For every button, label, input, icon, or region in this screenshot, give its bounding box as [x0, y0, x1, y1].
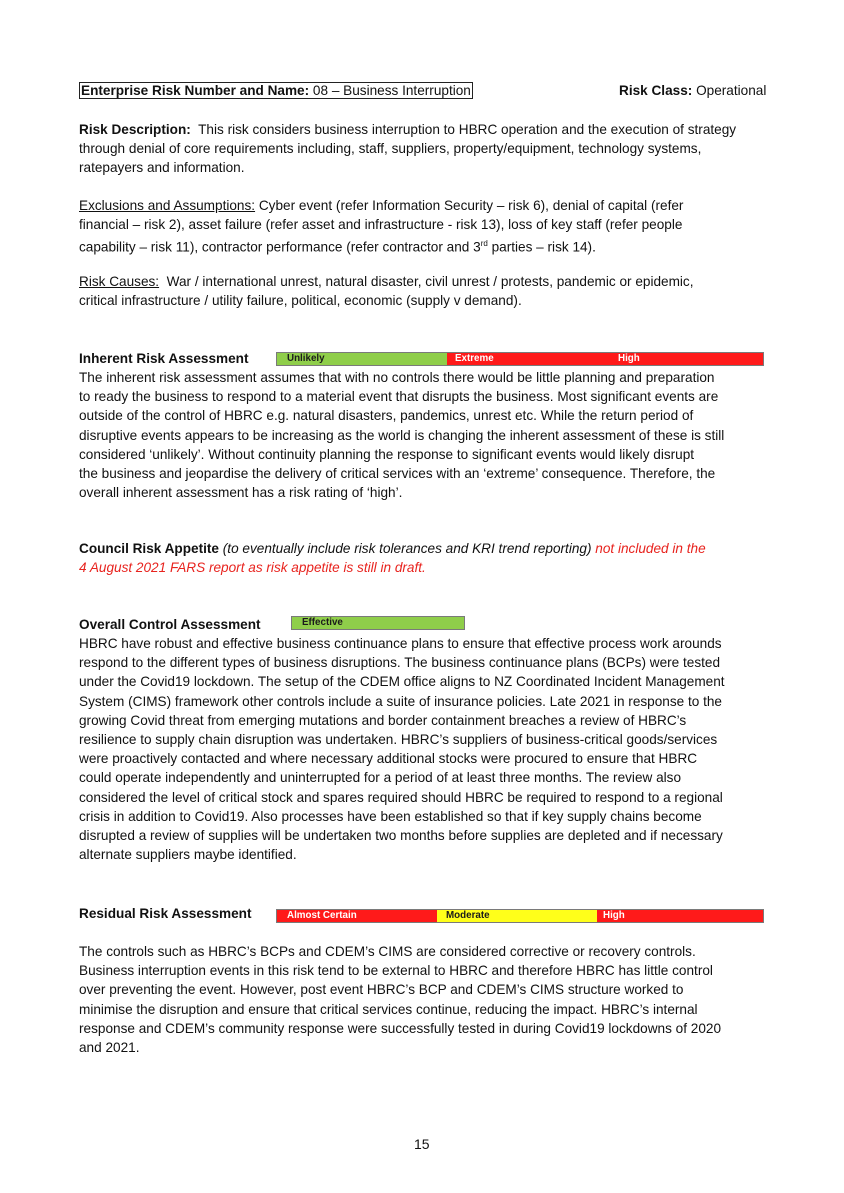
- inherent-line: disruptive events appears to be increasing as the world is changing the inherent assessment of these is still: [79, 427, 725, 443]
- appetite-red-note: not included in the: [595, 541, 706, 556]
- control-line: HBRC have robust and effective business continuance plans to ensure that effective process work arounds: [79, 636, 722, 651]
- residual-body: [79, 942, 799, 1057]
- residual-likelihood: Almost Certain: [277, 910, 437, 922]
- control-line: resilience to supply chain disruption was undertaken. HBRC’s suppliers of business-critical goods/services: [79, 732, 718, 748]
- risk-class: [619, 81, 766, 100]
- risk-causes: [79, 272, 779, 310]
- control-line: alternate suppliers maybe identified.: [79, 847, 297, 863]
- risk-class-label: Risk Class:: [619, 83, 693, 98]
- causes-line: critical infrastructure / utility failure, political, economic (supply v demand).: [79, 293, 522, 309]
- control-line: growing Covid threat from emerging mutations and border containment breaches a review of HBRC’s: [79, 712, 687, 728]
- risk-number-box: [79, 81, 473, 100]
- residual-line: Business interruption events in this risk tend to be external to HBRC and therefore HBRC has little control: [79, 963, 713, 979]
- control-line: disrupted a review of supplies will be undertaken two months before supplies are depleted and if necessary: [79, 828, 723, 844]
- inherent-consequence: Extreme: [447, 353, 611, 365]
- residual-consequence: Moderate: [437, 910, 597, 922]
- inherent-line: to ready the business to respond to a material event that disrupts the business. Most significant events are: [79, 389, 719, 405]
- exclusions-line: capability – risk 11), contractor performance (refer contractor and 3: [79, 239, 481, 255]
- inherent-likelihood: Unlikely: [277, 353, 447, 365]
- inherent-line: outside of the control of HBRC e.g. natural disasters, pandemics, unrest etc. While the return period of: [79, 408, 694, 424]
- residual-line: over preventing the event. However, post event HBRC’s BCP and CDEM’s CIMS structure worked to: [79, 982, 684, 998]
- risk-number-label: Enterprise Risk Number and Name:: [81, 83, 310, 98]
- inherent-line: the business and jeopardise the delivery of critical services with an ‘extreme’ consequence. Therefore, the: [79, 466, 716, 482]
- residual-line: and 2021.: [79, 1040, 140, 1056]
- residual-line: The controls such as HBRC’s BCPs and CDEM’s CIMS are considered corrective or recovery controls.: [79, 944, 696, 959]
- inherent-overall: High: [611, 353, 763, 365]
- inherent-line: overall inherent assessment has a risk rating of ‘high’.: [79, 485, 403, 501]
- exclusions-line: financial – risk 2), asset failure (refer asset and infrastructure - risk 13), loss of key staff (refer people: [79, 217, 683, 233]
- inherent-line: The inherent risk assessment assumes that with no controls there would be little planning and preparation: [79, 370, 715, 385]
- residual-line: minimise the disruption and ensure that critical services continue, reducing the impact. HBRC’s internal: [79, 1001, 698, 1017]
- exclusions-label: Exclusions and Assumptions:: [79, 198, 256, 213]
- description-line: through denial of core requirements including, staff, suppliers, property/equipment, technology systems,: [79, 141, 702, 157]
- risk-number-value: 08 – Business Interruption: [312, 83, 471, 98]
- exclusions-line: parties – risk 14).: [491, 239, 596, 255]
- control-line: considered the level of critical stock and spares required should HBRC be required to respond to a regional: [79, 789, 723, 805]
- appetite-heading: Council Risk Appetite: [79, 541, 219, 556]
- causes-line: War / international unrest, natural disaster, civil unrest / protests, pandemic or epidemic,: [166, 274, 694, 289]
- appetite-red-note: 4 August 2021 FARS report as risk appetite is still in draft.: [79, 560, 426, 576]
- risk-class-value: Operational: [696, 83, 767, 98]
- residual-overall: High: [597, 910, 763, 922]
- inherent-rating-bar: [276, 352, 764, 366]
- description-label: Risk Description:: [79, 122, 191, 137]
- control-line: System (CIMS) framework other controls include a suite of insurance policies. Late 2021 in response to the: [79, 693, 722, 709]
- control-line: were proactively contacted and where necessary additional stocks were procured to ensure that HBRC: [79, 751, 698, 767]
- description-line: This risk considers business interruption to HBRC operation and the execution of strategy: [198, 122, 737, 137]
- appetite-note: (to eventually include risk tolerances and KRI trend reporting): [222, 541, 592, 556]
- page-number: 15: [414, 1136, 430, 1152]
- inherent-heading: Inherent Risk Assessment: [79, 351, 249, 366]
- causes-label: Risk Causes:: [79, 274, 160, 289]
- description-line: ratepayers and information.: [79, 160, 245, 176]
- control-heading: Overall Control Assessment: [79, 617, 261, 632]
- residual-line: response and CDEM’s community response were successfully tested in during Covid19 lockdowns of 2020: [79, 1020, 721, 1036]
- residual-rating-bar: [276, 909, 764, 923]
- control-line: crisis in addition to Covid19. Also processes have been established so that if key supply chains become: [79, 808, 702, 824]
- exclusions-line: Cyber event (refer Information Security – risk 6), denial of capital (refer: [258, 198, 684, 213]
- inherent-line: considered ‘unlikely’. Without continuity planning the response to significant events would likely disrupt: [79, 446, 695, 462]
- control-line: under the Covid19 lockdown. The setup of the CDEM office aligns to NZ Coordinated Incident Management: [79, 674, 725, 690]
- control-rating-bar: [291, 616, 465, 630]
- control-body: [79, 634, 799, 864]
- inherent-body: [79, 368, 799, 502]
- risk-appetite: [79, 539, 799, 577]
- risk-description: [79, 120, 779, 178]
- exclusions-assumptions: [79, 196, 779, 257]
- residual-heading: Residual Risk Assessment: [79, 906, 252, 921]
- control-line: respond to the different types of business disruptions. The business continuance plans (BCPs) were tested: [79, 655, 721, 671]
- control-line: could operate independently and uninterrupted for a period of at least three months. The review also: [79, 770, 682, 786]
- superscript-rd: rd: [480, 239, 488, 249]
- control-rating: Effective: [292, 617, 464, 629]
